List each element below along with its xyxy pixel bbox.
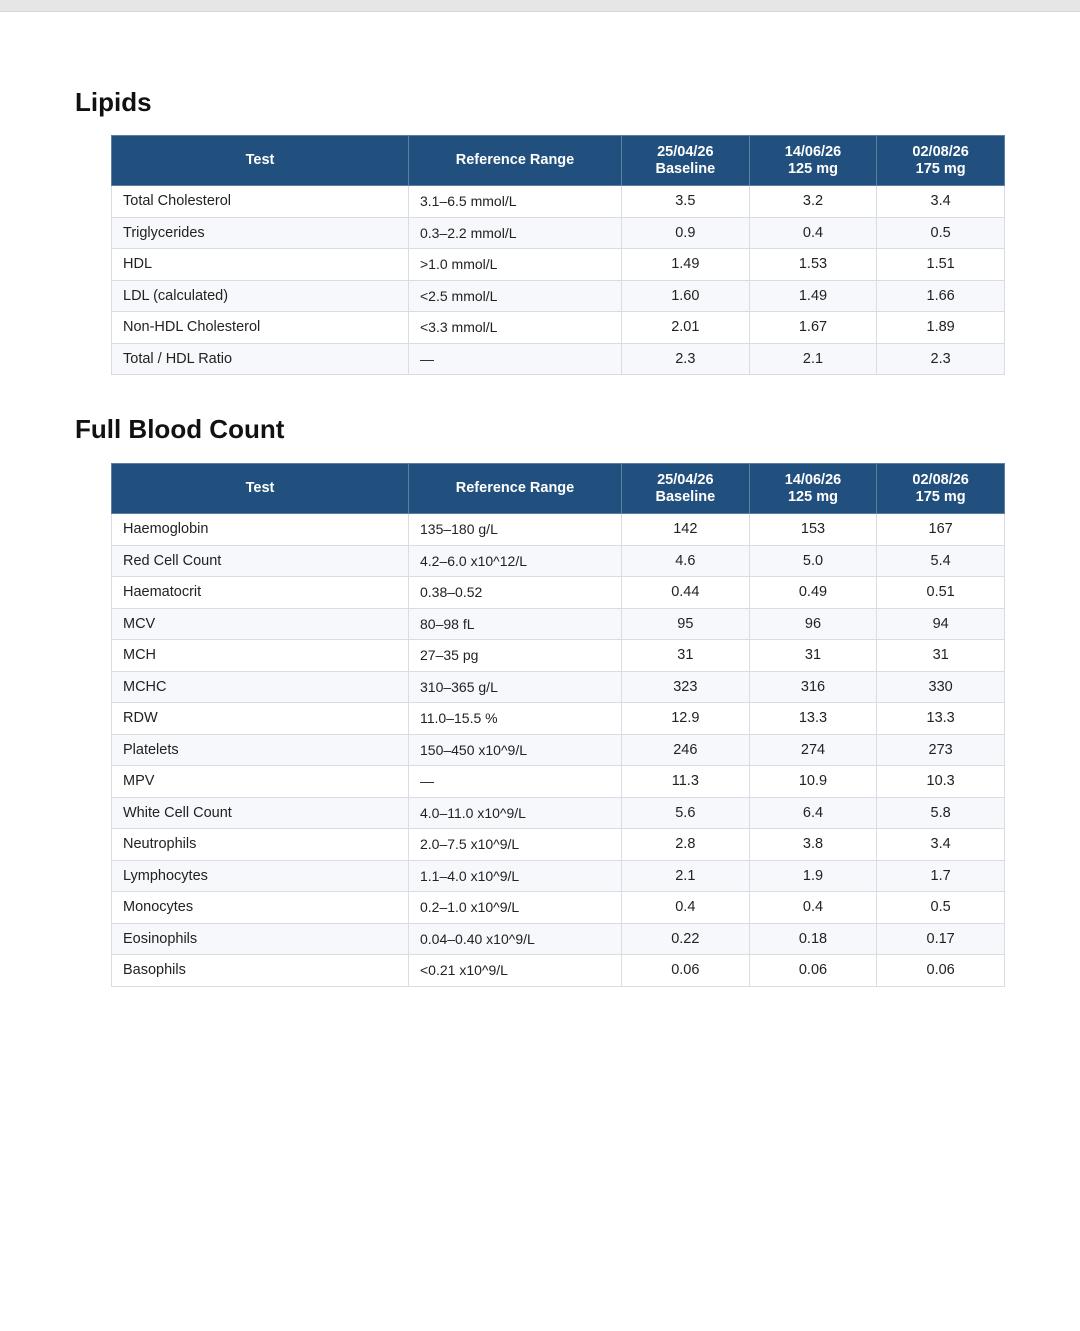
reference-range-cell: 0.3–2.2 mmol/L [409, 217, 622, 249]
table-row [112, 640, 1005, 672]
visit-2-value-cell: 31 [749, 640, 877, 672]
visit-3-value-cell: 273 [877, 734, 1005, 766]
table-header-row [112, 136, 1005, 186]
visit-2-value-cell: 96 [749, 608, 877, 640]
visit-2-value-cell: 5.0 [749, 545, 877, 577]
header-test: Test [112, 136, 409, 186]
test-name-cell: Total / HDL Ratio [112, 343, 409, 375]
visit-1-value-cell: 2.8 [622, 829, 750, 861]
visit-2-value-cell: 0.49 [749, 577, 877, 609]
test-name-cell: Eosinophils [112, 923, 409, 955]
reference-range-cell: 11.0–15.5 % [409, 703, 622, 735]
reference-range-cell: >1.0 mmol/L [409, 249, 622, 281]
table-row [112, 892, 1005, 924]
header-visit-1-dose: Baseline [655, 488, 716, 505]
reference-range-cell: 4.2–6.0 x10^12/L [409, 545, 622, 577]
visit-2-value-cell: 10.9 [749, 766, 877, 798]
table-row [112, 955, 1005, 987]
visit-2-value-cell: 1.49 [749, 280, 877, 312]
visit-1-value-cell: 4.6 [622, 545, 750, 577]
header-visit-2 [749, 136, 877, 186]
table-row [112, 186, 1005, 218]
table-row [112, 734, 1005, 766]
visit-1-value-cell: 95 [622, 608, 750, 640]
visit-1-value-cell: 0.06 [622, 955, 750, 987]
header-visit-3-date: 02/08/26 [912, 143, 969, 160]
table-row [112, 797, 1005, 829]
header-visit-1 [622, 464, 750, 514]
test-name-cell: LDL (calculated) [112, 280, 409, 312]
header-visit-3-date: 02/08/26 [912, 471, 969, 488]
reference-range-cell: <2.5 mmol/L [409, 280, 622, 312]
table-row [112, 766, 1005, 798]
visit-2-value-cell: 0.4 [749, 892, 877, 924]
reference-range-cell: 2.0–7.5 x10^9/L [409, 829, 622, 861]
reference-range-cell: 1.1–4.0 x10^9/L [409, 860, 622, 892]
visit-3-value-cell: 2.3 [877, 343, 1005, 375]
visit-3-value-cell: 5.4 [877, 545, 1005, 577]
visit-1-value-cell: 11.3 [622, 766, 750, 798]
visit-1-value-cell: 2.3 [622, 343, 750, 375]
visit-3-value-cell: 31 [877, 640, 1005, 672]
header-visit-2 [749, 464, 877, 514]
test-name-cell: Haematocrit [112, 577, 409, 609]
test-name-cell: HDL [112, 249, 409, 281]
reference-range-cell: — [409, 343, 622, 375]
visit-1-value-cell: 0.9 [622, 217, 750, 249]
visit-1-value-cell: 12.9 [622, 703, 750, 735]
table-row [112, 514, 1005, 546]
table-row [112, 703, 1005, 735]
section-title-lipids: Lipids [75, 87, 152, 117]
visit-1-value-cell: 1.49 [622, 249, 750, 281]
header-reference-range: Reference Range [409, 136, 622, 186]
visit-3-value-cell: 330 [877, 671, 1005, 703]
test-name-cell: Monocytes [112, 892, 409, 924]
header-visit-1-date: 25/04/26 [657, 471, 714, 488]
visit-1-value-cell: 2.1 [622, 860, 750, 892]
header-visit-3-dose: 175 mg [915, 160, 966, 177]
test-name-cell: White Cell Count [112, 797, 409, 829]
header-visit-3 [877, 136, 1005, 186]
full-blood-count-table [111, 463, 1005, 987]
reference-range-cell: 0.2–1.0 x10^9/L [409, 892, 622, 924]
visit-2-value-cell: 1.67 [749, 312, 877, 344]
reference-range-cell: 310–365 g/L [409, 671, 622, 703]
reference-range-cell: 0.38–0.52 [409, 577, 622, 609]
visit-3-value-cell: 0.06 [877, 955, 1005, 987]
table-row [112, 671, 1005, 703]
table-row [112, 312, 1005, 344]
test-name-cell: Non-HDL Cholesterol [112, 312, 409, 344]
reference-range-cell: 135–180 g/L [409, 514, 622, 546]
section-title-full-blood-count: Full Blood Count [75, 414, 285, 444]
visit-3-value-cell: 0.17 [877, 923, 1005, 955]
visit-1-value-cell: 142 [622, 514, 750, 546]
table-row [112, 249, 1005, 281]
visit-3-value-cell: 10.3 [877, 766, 1005, 798]
visit-1-value-cell: 3.5 [622, 186, 750, 218]
test-name-cell: Total Cholesterol [112, 186, 409, 218]
visit-3-value-cell: 13.3 [877, 703, 1005, 735]
reference-range-cell: <3.3 mmol/L [409, 312, 622, 344]
test-name-cell: MCHC [112, 671, 409, 703]
visit-1-value-cell: 0.44 [622, 577, 750, 609]
visit-2-value-cell: 2.1 [749, 343, 877, 375]
header-visit-2-date: 14/06/26 [784, 143, 842, 160]
header-visit-2-dose: 125 mg [787, 160, 838, 177]
visit-1-value-cell: 323 [622, 671, 750, 703]
reference-range-cell: — [409, 766, 622, 798]
visit-2-value-cell: 274 [749, 734, 877, 766]
visit-3-value-cell: 3.4 [877, 186, 1005, 218]
visit-3-value-cell: 1.89 [877, 312, 1005, 344]
visit-3-value-cell: 0.5 [877, 217, 1005, 249]
table-row [112, 577, 1005, 609]
visit-2-value-cell: 1.53 [749, 249, 877, 281]
header-visit-1-date: 25/04/26 [657, 143, 714, 160]
lipids-table [111, 135, 1005, 375]
visit-1-value-cell: 2.01 [622, 312, 750, 344]
visit-2-value-cell: 6.4 [749, 797, 877, 829]
table-row [112, 343, 1005, 375]
visit-1-value-cell: 1.60 [622, 280, 750, 312]
visit-3-value-cell: 0.51 [877, 577, 1005, 609]
visit-2-value-cell: 316 [749, 671, 877, 703]
test-name-cell: Haemoglobin [112, 514, 409, 546]
visit-3-value-cell: 3.4 [877, 829, 1005, 861]
visit-3-value-cell: 1.66 [877, 280, 1005, 312]
table-row [112, 545, 1005, 577]
header-test: Test [112, 464, 409, 514]
header-reference-range: Reference Range [409, 464, 622, 514]
test-name-cell: MCH [112, 640, 409, 672]
reference-range-cell: <0.21 x10^9/L [409, 955, 622, 987]
visit-1-value-cell: 246 [622, 734, 750, 766]
table-row [112, 217, 1005, 249]
test-name-cell: RDW [112, 703, 409, 735]
visit-1-value-cell: 31 [622, 640, 750, 672]
visit-2-value-cell: 0.06 [749, 955, 877, 987]
reference-range-cell: 4.0–11.0 x10^9/L [409, 797, 622, 829]
visit-3-value-cell: 94 [877, 608, 1005, 640]
visit-3-value-cell: 1.51 [877, 249, 1005, 281]
visit-3-value-cell: 167 [877, 514, 1005, 546]
test-name-cell: Basophils [112, 955, 409, 987]
test-name-cell: Triglycerides [112, 217, 409, 249]
visit-3-value-cell: 0.5 [877, 892, 1005, 924]
visit-2-value-cell: 153 [749, 514, 877, 546]
visit-2-value-cell: 1.9 [749, 860, 877, 892]
header-visit-2-date: 14/06/26 [784, 471, 842, 488]
visit-1-value-cell: 0.4 [622, 892, 750, 924]
visit-2-value-cell: 0.18 [749, 923, 877, 955]
header-visit-1 [622, 136, 750, 186]
reference-range-cell: 80–98 fL [409, 608, 622, 640]
test-name-cell: Lymphocytes [112, 860, 409, 892]
table-row [112, 829, 1005, 861]
visit-1-value-cell: 0.22 [622, 923, 750, 955]
test-name-cell: Neutrophils [112, 829, 409, 861]
visit-2-value-cell: 0.4 [749, 217, 877, 249]
visit-2-value-cell: 3.8 [749, 829, 877, 861]
header-visit-3-dose: 175 mg [915, 488, 966, 505]
table-row [112, 860, 1005, 892]
table-row [112, 923, 1005, 955]
table-row [112, 608, 1005, 640]
visit-2-value-cell: 13.3 [749, 703, 877, 735]
visit-3-value-cell: 1.7 [877, 860, 1005, 892]
browser-top-bar [0, 0, 1080, 12]
header-visit-3 [877, 464, 1005, 514]
visit-1-value-cell: 5.6 [622, 797, 750, 829]
table-header-row [112, 464, 1005, 514]
visit-2-value-cell: 3.2 [749, 186, 877, 218]
header-visit-2-dose: 125 mg [787, 488, 838, 505]
test-name-cell: MPV [112, 766, 409, 798]
reference-range-cell: 0.04–0.40 x10^9/L [409, 923, 622, 955]
header-visit-1-dose: Baseline [655, 160, 716, 177]
visit-3-value-cell: 5.8 [877, 797, 1005, 829]
reference-range-cell: 27–35 pg [409, 640, 622, 672]
test-name-cell: MCV [112, 608, 409, 640]
reference-range-cell: 3.1–6.5 mmol/L [409, 186, 622, 218]
test-name-cell: Red Cell Count [112, 545, 409, 577]
test-name-cell: Platelets [112, 734, 409, 766]
reference-range-cell: 150–450 x10^9/L [409, 734, 622, 766]
table-row [112, 280, 1005, 312]
